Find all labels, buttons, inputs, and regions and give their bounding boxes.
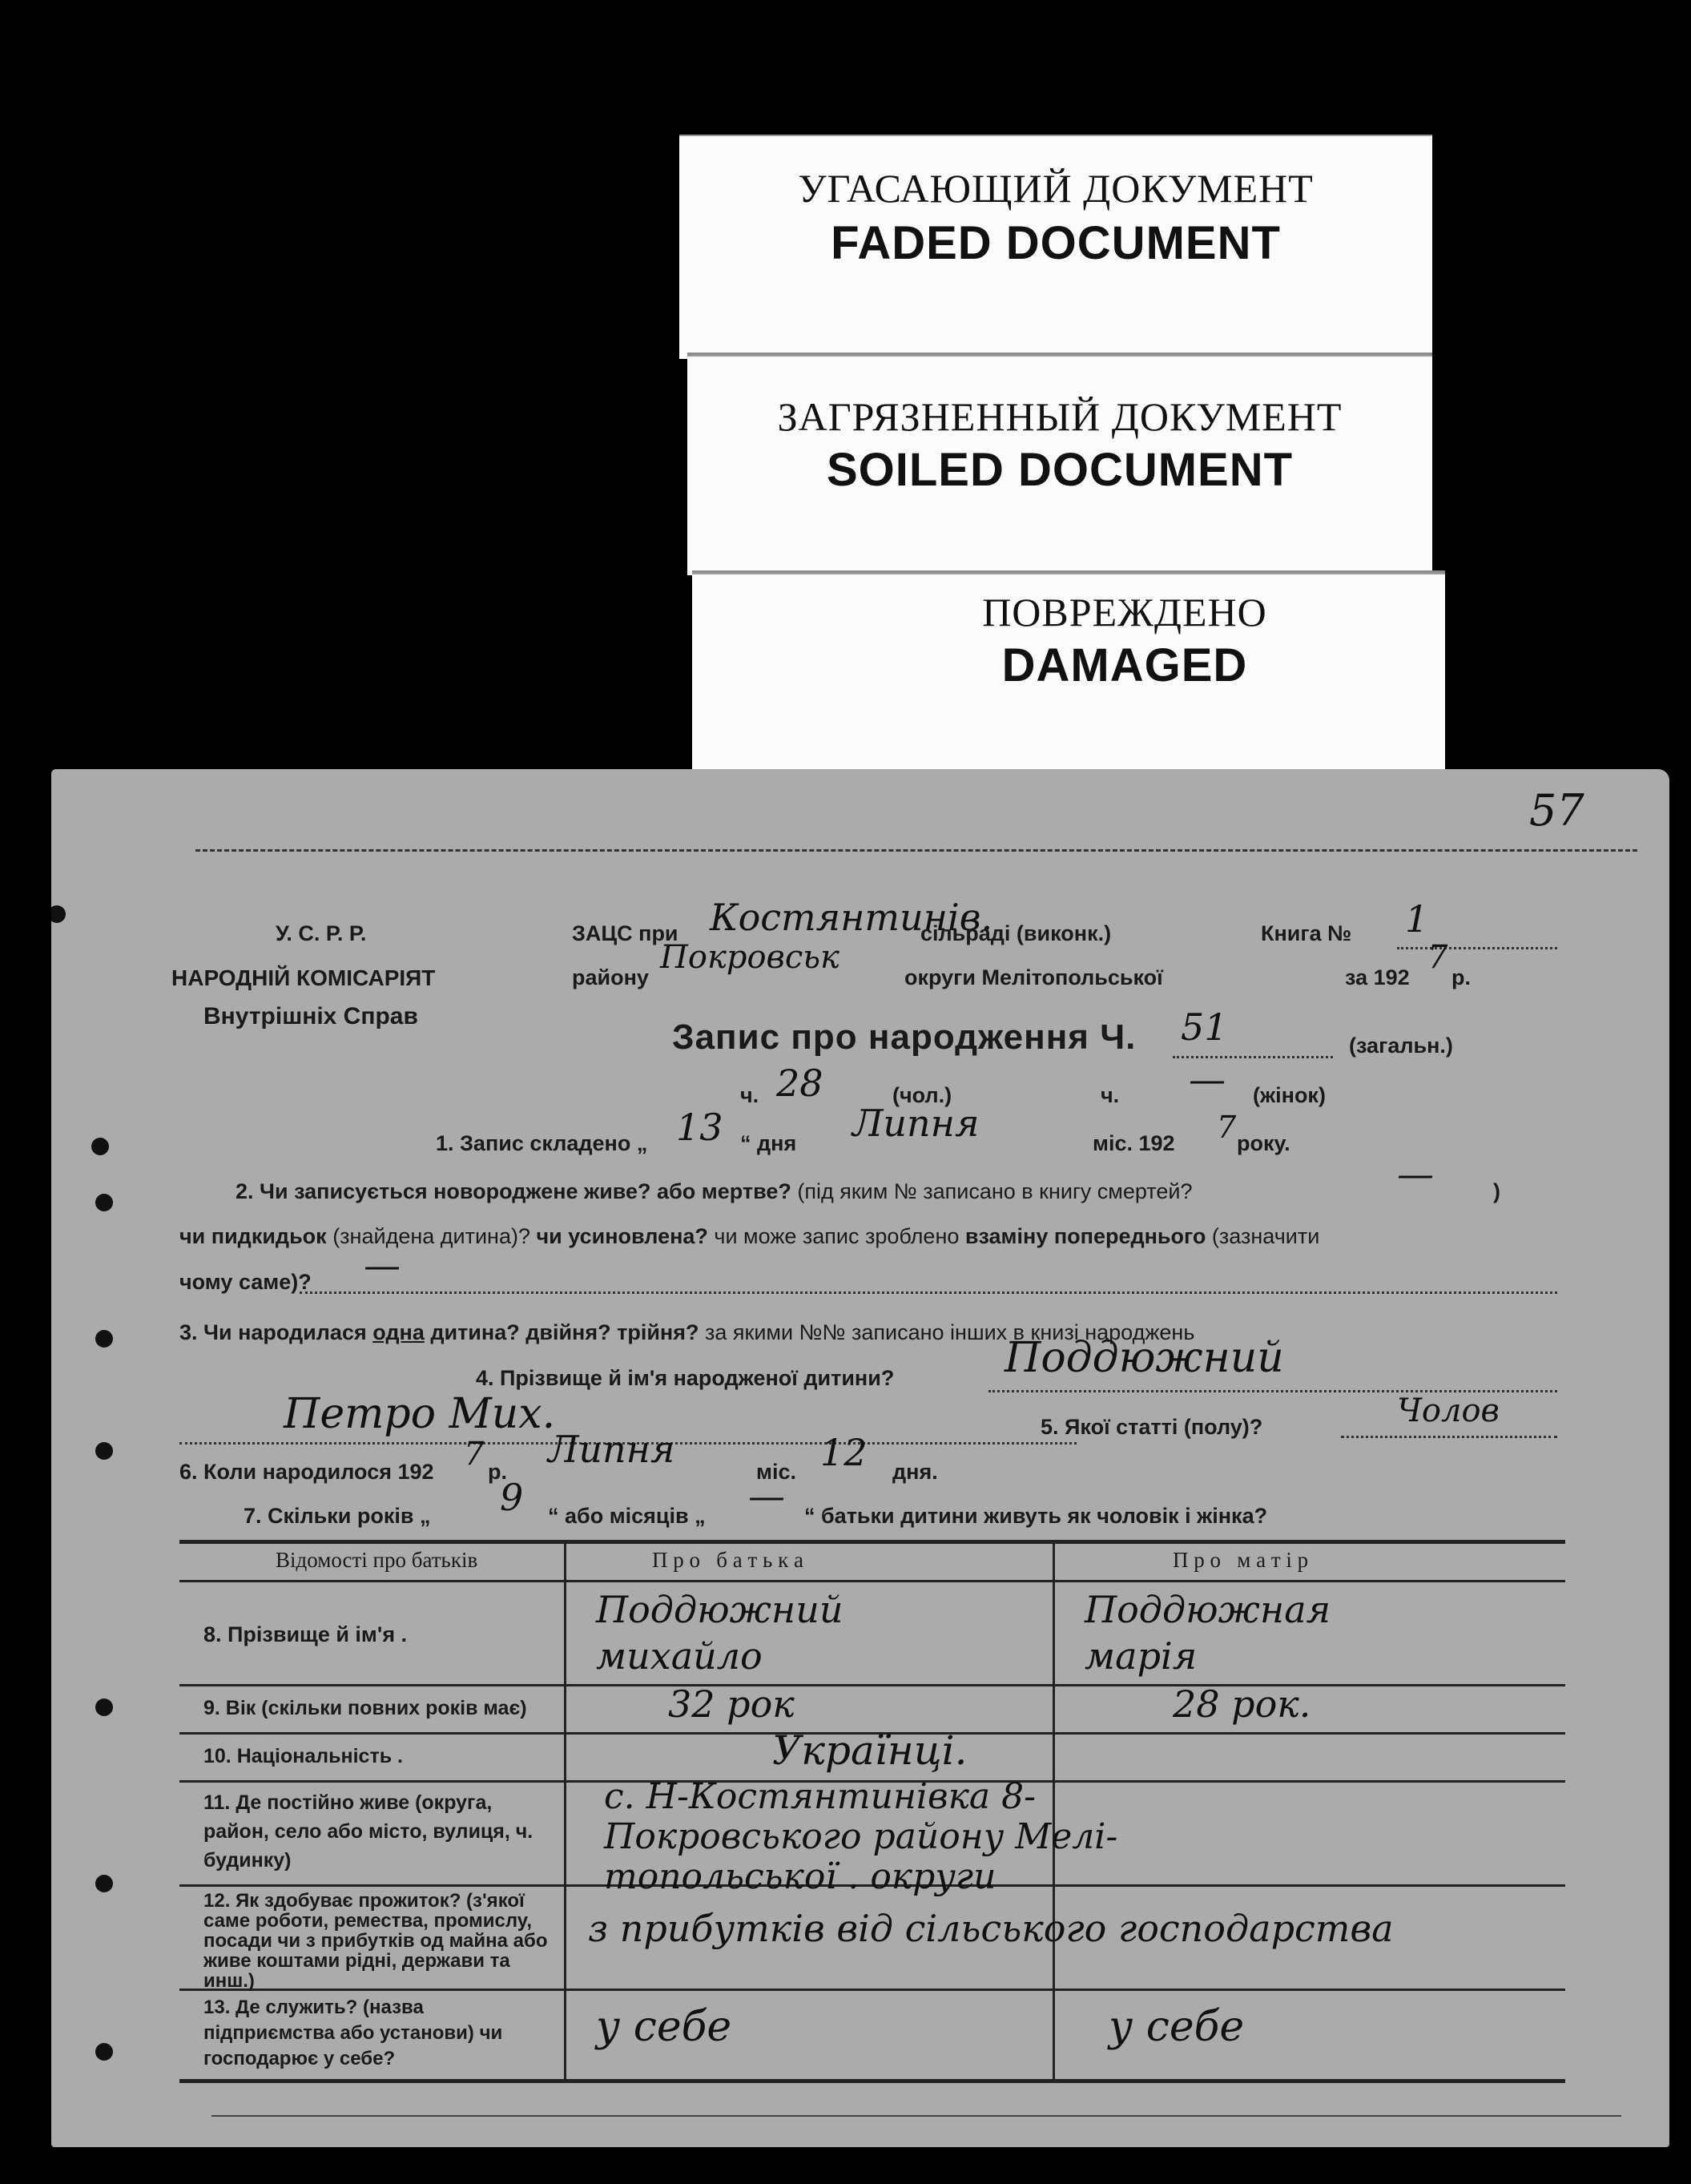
q3-d: за якими №№ записано інших в книзі народжень (699, 1320, 1195, 1344)
commissariat-label: НАРОДНІЙ КОМІСАРІЯТ (171, 965, 436, 990)
zags-value: Костянтинів. (710, 896, 993, 939)
row8-mother: Поддюжная марія (1085, 1588, 1331, 1678)
q6-a: 6. Коли народилося 192 (179, 1460, 434, 1484)
q2-line2e: взаміну попереднього (964, 1224, 1206, 1248)
q2-line1 (236, 1179, 1192, 1204)
soiled-en-text: SOILED DOCUMENT (826, 444, 1294, 496)
male-number: 28 (776, 1062, 823, 1105)
table-header-border (179, 1580, 1565, 1582)
q6-b: р. (488, 1460, 507, 1484)
q1-month: Липня (852, 1102, 980, 1145)
internal-affairs-label: Внутрішніх Справ (203, 1003, 418, 1030)
row13-mother: у себе (1109, 2003, 1245, 2051)
female-number: — (1189, 1058, 1226, 1101)
q2-line2f: (зазначити (1206, 1224, 1320, 1248)
row13-father: у себе (596, 2003, 732, 2051)
faded-en-text: FADED DOCUMENT (831, 217, 1281, 269)
q2-line1-close: ) (1493, 1179, 1500, 1203)
binding-hole (95, 1875, 113, 1892)
district-label: району (572, 965, 649, 989)
row10-father: Українці. (772, 1727, 968, 1774)
q6-month: Липня (548, 1428, 675, 1471)
q4-surname: Поддюжний (1005, 1334, 1284, 1382)
damaged-en-text: DAMAGED (1001, 639, 1248, 691)
row8-label: 8. Прізвище й ім'я . (203, 1622, 408, 1646)
district-value: Покровськ (660, 939, 839, 976)
year-label: за 192 (1345, 965, 1410, 989)
row9-mother: 28 рок. (1173, 1682, 1311, 1726)
row9-label: 9. Вік (скільки повних років має) (203, 1697, 527, 1719)
q6-c: міс. (756, 1460, 796, 1484)
q6-d: дня. (892, 1460, 938, 1484)
q2-line3: чому саме)? (179, 1270, 312, 1294)
q7-years: 9 (500, 1476, 524, 1519)
q2-line2a: чи пидкидьок (179, 1224, 327, 1248)
binding-hole (95, 2043, 113, 2061)
q6-day: 12 (820, 1431, 868, 1474)
ch-label-male: ч. (740, 1083, 759, 1107)
q4-label: 4. Прізвище й ім'я народженої дитини? (476, 1366, 895, 1390)
q5-underline (1341, 1436, 1557, 1438)
okruh-label: округи Мелітопольської (904, 965, 1163, 989)
binding-hole (91, 1138, 109, 1155)
table-header-mother: П р о м а т і р (1173, 1548, 1309, 1572)
binding-hole (51, 905, 66, 923)
zags-label: ЗАЦС при (572, 921, 678, 945)
q1-year: 7 (1217, 1110, 1237, 1145)
q6-year: 7 (464, 1436, 485, 1473)
soiled-document-card (687, 353, 1432, 575)
faded-document-card (679, 135, 1432, 359)
row9-father: 32 рок (668, 1682, 795, 1726)
binding-hole (95, 1330, 113, 1348)
book-underline (1397, 947, 1557, 949)
q1-mid: “ дня (740, 1131, 797, 1155)
row11-label: 11. Де постійно живе (округа, район, село або місто, вулиця, ч. будинку) (203, 1791, 533, 1872)
table-top-border (179, 1540, 1565, 1544)
village-council-label: сільраді (виконк.) (920, 921, 1112, 945)
book-label: Книга № (1261, 921, 1352, 945)
table-bottom-border (179, 2079, 1565, 2083)
q1-end: року. (1237, 1131, 1290, 1155)
q1-suffix: міс. 192 (1093, 1131, 1175, 1155)
q3-a: 3. Чи народилася (179, 1320, 373, 1344)
record-title: Запис про народження Ч. (672, 1017, 1137, 1057)
q2-line1-value: — (1397, 1152, 1434, 1195)
general-label: (загальн.) (1349, 1034, 1453, 1058)
damaged-ru-text: ПОВРЕЖДЕНО (982, 590, 1267, 635)
faded-ru-text: УГАСАЮЩИЙ ДОКУМЕНТ (798, 166, 1314, 211)
q7-a: 7. Скільки років „ (244, 1504, 431, 1528)
birth-record-sheet (51, 769, 1669, 2147)
male-label: (чол.) (892, 1083, 952, 1107)
page-number: 57 (1529, 785, 1584, 836)
table-header-info: Відомості про батьків (276, 1548, 478, 1572)
q7-c: “ батьки дитини живуть як чоловік і жінка? (804, 1504, 1268, 1528)
row11-father: с. Н-Костянтинівка 8- Покровського району Мелі- топольської . округи (604, 1776, 1118, 1897)
year-suffix: р. (1451, 965, 1471, 989)
year-value: 7 (1427, 939, 1448, 976)
q2-line2d: чи може запис зроблено (707, 1224, 965, 1248)
table-header-father: П р о б а т ь к а (652, 1548, 803, 1572)
row10-label: 10. Національність . (203, 1745, 403, 1767)
perforation-line (195, 849, 1637, 852)
ussr-label: У. С. Р. Р. (276, 921, 367, 945)
q5-label: 5. Якої статті (полу)? (1041, 1415, 1263, 1439)
binding-hole (95, 1698, 113, 1716)
q3-c: дитина? двійня? трійня? (424, 1320, 699, 1344)
q2-line3-underline (300, 1291, 1557, 1294)
q1-day: 13 (676, 1106, 723, 1149)
q2-line2 (179, 1224, 1319, 1249)
q1-prefix: 1. Запис складено „ (436, 1131, 648, 1155)
bottom-rule (211, 2115, 1621, 2117)
row13-label: 13. Де служить? (назва підприємства або установи) чи господарює у себе? (203, 1997, 503, 2069)
row12-label: 12. Як здобуває прожиток? (з'якої саме роботи, ремества, промислу, посади чи з прибутків од майна або живе коштами рідні, держави та инш.) (203, 1890, 548, 1992)
q2-line1a: 2. Чи записується (236, 1179, 434, 1203)
record-number: 51 (1181, 1005, 1228, 1049)
soiled-ru-text: ЗАГРЯЗНЕННЫЙ ДОКУМЕНТ (777, 394, 1343, 439)
q2-line1b: новороджене живе? або мертве? (433, 1179, 791, 1203)
q7-months: — (748, 1474, 785, 1517)
q7-b: “ або місяців „ (548, 1504, 706, 1528)
female-label: (жінок) (1253, 1083, 1326, 1107)
table-row-divider (179, 1684, 1565, 1686)
q2-line1c: (під яким № записано в книгу смертей? (791, 1179, 1193, 1203)
binding-hole (95, 1442, 113, 1460)
q2-line2b: (знайдена дитина)? (326, 1224, 537, 1248)
q3-b: одна (372, 1320, 425, 1344)
damaged-document-card (692, 570, 1445, 769)
q2-line2c: чи усиновлена? (536, 1224, 708, 1248)
q2-line3-value: — (364, 1243, 401, 1287)
ch-label-female: ч. (1101, 1083, 1120, 1107)
row8-father: Поддюжний михайло (596, 1588, 843, 1678)
q4-name: Петро Мих. (284, 1390, 556, 1438)
book-value: 1 (1405, 897, 1429, 941)
q5-value: Чолов (1397, 1392, 1500, 1429)
binding-hole (95, 1194, 113, 1211)
row12-father: з прибутків від сільського господарства (588, 1907, 1394, 1950)
table-col-divider (564, 1540, 566, 2079)
